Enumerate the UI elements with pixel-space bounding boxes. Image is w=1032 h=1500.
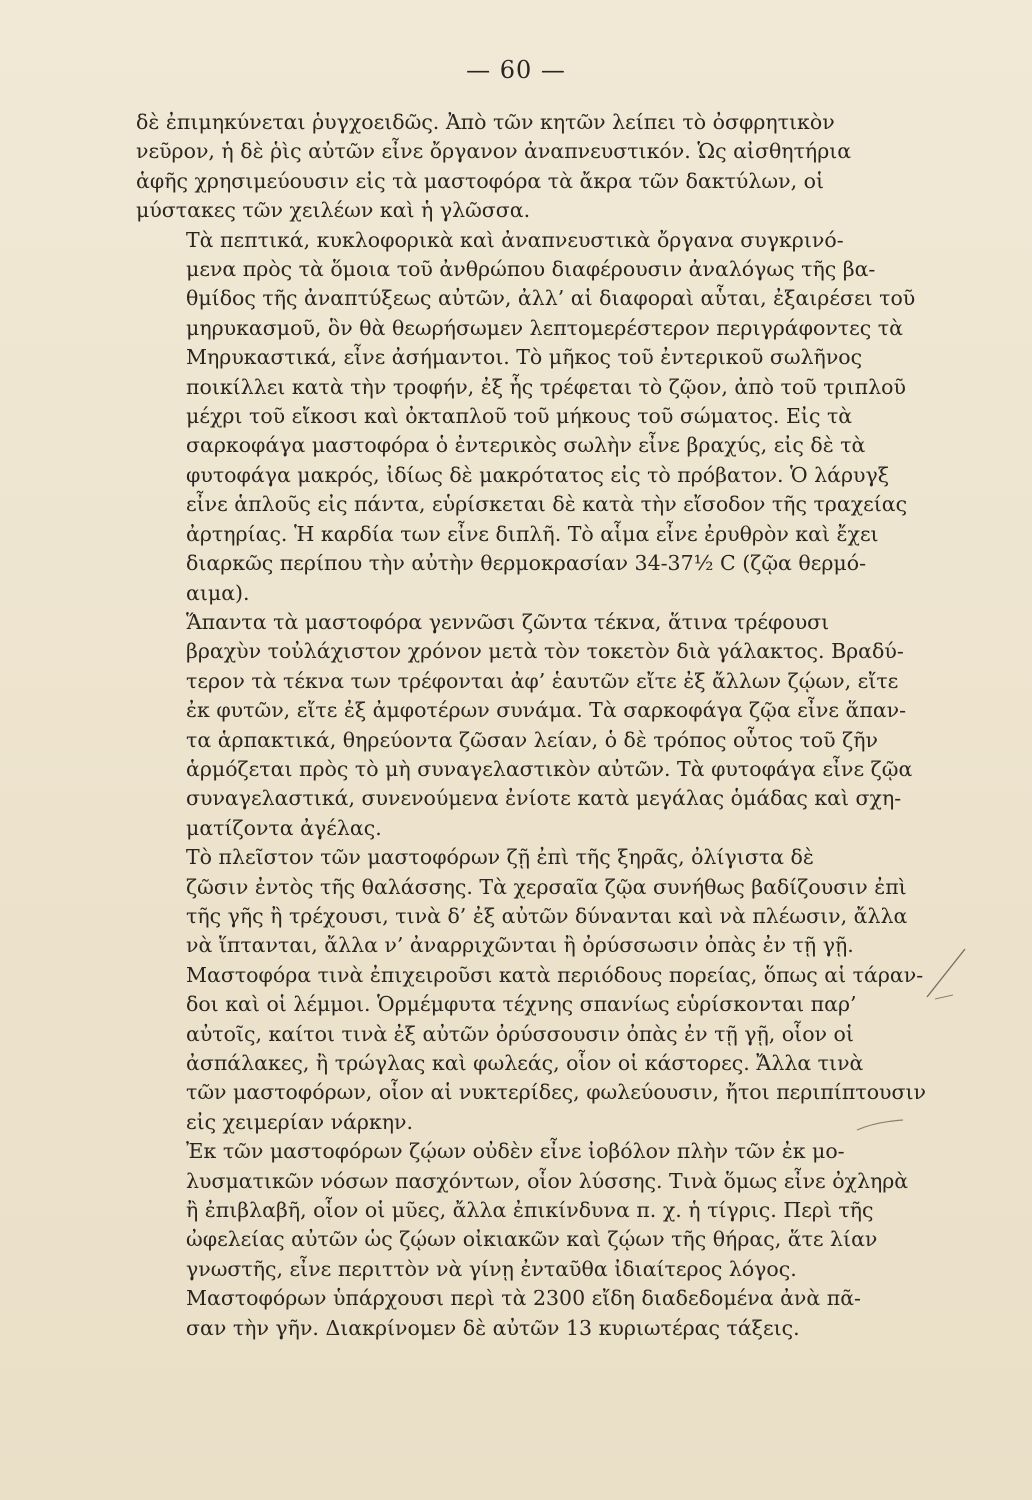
text-line: τα ἁρπακτικά, θηρεύοντα ζῶσαν λείαν, ὁ δὲ τρόπος οὗτος τοῦ ζῆν [186,727,878,752]
text-line: αιμα). [186,580,250,605]
text-line: συναγελαστικά, συνενούμενα ἐνίοτε κατὰ μεγάλας ὁμάδας καὶ σχη- [186,786,902,811]
text-line: νεῦρον, ἡ δὲ ῥὶς αὐτῶν εἶνε ὄργανον ἀναπνευστικόν. Ὡς αἰσθητήρια [136,139,852,164]
text-line: δοι καὶ οἱ λέμμοι. Ὁρμέμφυτα τέχνης σπανίως εὑρίσκονται παρ’ [186,992,857,1017]
text-line: αὐτοῖς, καίτοι τινὰ ἐξ αὐτῶν ὀρύσσουσιν ὀπὰς ἐν τῇ γῇ, οἷον οἱ [186,1021,854,1046]
text-line: Μηρυκαστικά, εἶνε ἀσήμαντοι. Τὸ μῆκος τοῦ ἐντερικοῦ σωλῆνος [186,345,863,370]
text-line: γνωστῆς, εἶνε περιττὸν νὰ γίνῃ ἐνταῦθα ἰδιαίτερος λόγος. [186,1256,797,1281]
paragraph-usefulness [136,1137,926,1284]
text-line: ζῶσιν ἐντὸς τῆς θαλάσσης. Τὰ χερσαῖα ζῷα συνήθως βαδίζουσιν ἐπὶ [186,874,907,899]
paragraph-sense-organs [136,108,926,226]
text-line: Ἐκ τῶν μαστοφόρων ζῴων οὐδὲν εἶνε ἰοβόλον πλὴν τῶν ἐκ μο- [186,1139,845,1164]
text-line: μενα πρὸς τὰ ὅμοια τοῦ ἀνθρώπου διαφέρουσιν ἀναλόγως τῆς βα- [186,257,876,282]
text-line: Τὸ πλεῖστον τῶν μαστοφόρων ζῇ ἐπὶ τῆς ξηρᾶς, ὀλίγιστα δὲ [186,845,814,870]
paragraph-reproduction [136,608,926,843]
text-line: ἁφῆς χρησιμεύουσιν εἰς τὰ μαστοφόρα τὰ ἄκρα τῶν δακτύλων, οἱ [136,168,824,193]
pencil-margin-mark [925,945,973,1005]
text-line: Μαστοφόρων ὑπάρχουσι περὶ τὰ 2300 εἴδη διαδεδομένα ἀνὰ πᾶ- [186,1286,861,1311]
text-line: ματίζοντα ἀγέλας. [186,815,382,840]
paragraph-species-count [136,1284,926,1343]
text-line: ἢ ἐπιβλαβῆ, οἷον οἱ μῦες, ἄλλα ἐπικίνδυνα π. χ. ἡ τίγρις. Περὶ τῆς [186,1198,874,1223]
text-line: ἁρμόζεται πρὸς τὸ μὴ συναγελαστικὸν αὐτῶν. Τὰ φυτοφάγα εἶνε ζῷα [186,756,913,781]
text-line: εἰς χειμερίαν νάρκην. [186,1109,414,1134]
text-line: Τὰ πεπτικά, κυκλοφορικὰ καὶ ἀναπνευστικὰ ὄργανα συγκρινό- [186,227,844,252]
page-number: — 60 — [466,56,566,84]
text-line: σαρκοφάγα μαστοφόρα ὁ ἐντερικὸς σωλὴν εἶνε βραχύς, εἰς δὲ τὰ [186,433,866,458]
text-line: δὲ ἐπιμηκύνεται ῥυγχοειδῶς. Ἀπὸ τῶν κητῶν λείπει τὸ ὀσφρητικὸν [136,110,835,134]
text-line: μύστακες τῶν χειλέων καὶ ἡ γλῶσσα. [136,198,531,223]
text-line: βραχὺν τοὐλάχιστον χρόνον μετὰ τὸν τοκετὸν διὰ γάλακτος. Βραδύ- [186,639,904,664]
text-line: ἀρτηρίας. Ἡ καρδία των εἶνε διπλῆ. Τὸ αἷμα εἶνε ἐρυθρὸν καὶ ἔχει [186,521,879,546]
text-line: ἐκ φυτῶν, εἴτε ἐξ ἀμφοτέρων συνάμα. Τὰ σαρκοφάγα ζῷα εἶνε ἅπαν- [186,698,907,723]
text-line: φυτοφάγα μακρός, ἰδίως δὲ μακρότατος εἰς τὸ πρόβατον. Ὁ λάρυγξ [186,462,890,487]
text-line: τερον τὰ τέκνα των τρέφονται ἀφ’ ἑαυτῶν εἴτε ἐξ ἄλλων ζῴων, εἴτε [186,668,899,693]
text-line: νὰ ἵπτανται, ἄλλα ν’ ἀναρριχῶνται ἢ ὀρύσσωσιν ὀπὰς ἐν τῇ γῇ. [186,933,854,958]
text-line: λυσματικῶν νόσων πασχόντων, οἷον λύσσης. Τινὰ ὅμως εἶνε ὀχληρὰ [186,1168,909,1193]
text-line: θμίδος τῆς ἀναπτύξεως αὐτῶν, ἀλλ’ αἱ διαφοραὶ αὗται, ἐξαιρέσει τοῦ [186,286,916,311]
paragraph-digestive-organs [136,226,926,608]
text-line: εἶνε ἁπλοῦς εἰς πάντα, εὑρίσκεται δὲ κατὰ τὴν εἴσοδον τῆς τραχείας [186,492,908,517]
text-line: μηρυκασμοῦ, ὃν θὰ θεωρήσωμεν λεπτομερέστερον περιγράφοντες τὰ [186,315,903,340]
text-line: ὠφελείας αὐτῶν ὡς ζῴων οἰκιακῶν καὶ ζῴων τῆς θήρας, ἅτε λίαν [186,1227,878,1252]
text-line: ἀσπάλακες, ἢ τρώγλας καὶ φωλεάς, οἷον οἱ κάστορες. Ἄλλα τινὰ [186,1051,864,1075]
text-line: τῆς γῆς ἢ τρέχουσι, τινὰ δ’ ἐξ αὐτῶν δύνανται καὶ νὰ πλέωσιν, ἄλλα [186,903,908,928]
text-line: Μαστοφόρα τινὰ ἐπιχειροῦσι κατὰ περιόδους πορείας, ὅπως αἱ τάραν- [186,962,924,987]
ink-stroke-mark [855,1118,905,1132]
text-line: ποικίλλει κατὰ τὴν τροφήν, ἐξ ἧς τρέφεται τὸ ζῷον, ἀπὸ τοῦ τριπλοῦ [186,374,906,399]
paragraph-habitat [136,843,926,1137]
text-line: μέχρι τοῦ εἴκοσι καὶ ὀκταπλοῦ τοῦ μήκους τοῦ σώματος. Εἰς τὰ [186,404,853,429]
text-line: διαρκῶς περίπου τὴν αὐτὴν θερμοκρασίαν 34-37½ C (ζῷα θερμό- [186,551,867,576]
text-line: σαν τὴν γῆν. Διακρίνομεν δὲ αὐτῶν 13 κυριωτέρας τάξεις. [186,1315,800,1340]
text-line: τῶν μαστοφόρων, οἷον αἱ νυκτερίδες, φωλεύουσιν, ἤτοι περιπίπτουσιν [186,1080,927,1105]
body-text [136,108,926,1343]
text-line: Ἅπαντα τὰ μαστοφόρα γεννῶσι ζῶντα τέκνα, ἅτινα τρέφουσι [186,609,830,634]
